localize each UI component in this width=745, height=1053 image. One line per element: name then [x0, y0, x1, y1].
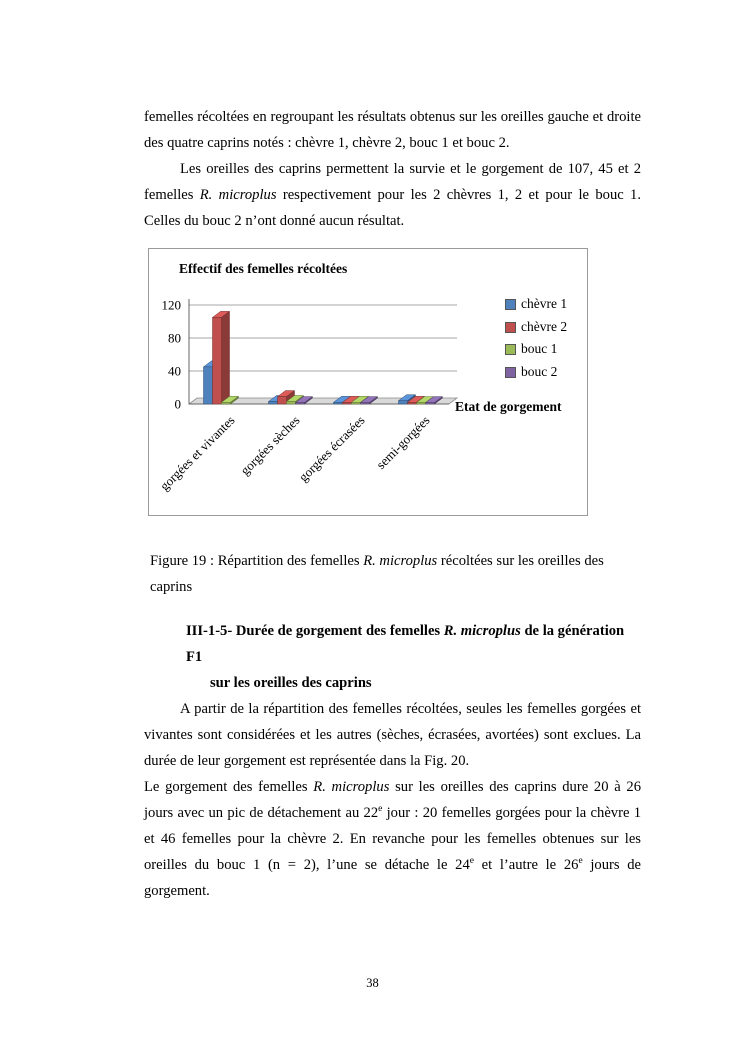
- legend-item: [505, 363, 567, 380]
- text-segment: R. microplus: [443, 623, 521, 639]
- legend-label: bouc 1: [521, 341, 558, 356]
- text-segment: sur les oreilles des caprins: [210, 675, 372, 691]
- text-segment: e: [469, 856, 474, 867]
- paragraph: [144, 156, 641, 234]
- text-segment: Le gorgement des femelles: [144, 779, 314, 795]
- paragraph: [144, 696, 641, 774]
- chart-x-axis-label: Etat de gorgement: [455, 399, 562, 414]
- legend-item: [505, 295, 567, 312]
- text-segment: e: [378, 804, 383, 815]
- legend-label: bouc 2: [521, 363, 558, 379]
- text-segment: R. microplus: [313, 779, 390, 795]
- bar: [399, 401, 408, 404]
- x-category-label: semi-gorgées: [373, 412, 433, 472]
- text-segment: III-1-5- Durée de gorgement des femelles: [186, 623, 444, 639]
- legend-swatch: [505, 322, 516, 333]
- bar: [213, 317, 222, 404]
- x-category-label: gorgées écrasées: [295, 412, 368, 485]
- x-category-label: gorgées et vivantes: [156, 412, 238, 494]
- text-segment: jours de gorgement.: [144, 857, 641, 899]
- bar: [343, 402, 352, 404]
- text-segment: sur les oreilles des caprins dure 20 à 26 jours avec un pic de détachement au 22: [144, 779, 641, 821]
- bar: [204, 367, 213, 404]
- text-segment: R. microplus: [199, 187, 277, 203]
- text-segment: femelles récoltées en regroupant les résultats obtenus sur les oreilles gauche et droite des quatre caprins notés : chèvre 1, chèvre 2, bouc 1 et bouc 2.: [144, 109, 641, 151]
- legend-item: [505, 318, 567, 335]
- text-segment: Les oreilles des caprins permettent la survie et le gorgement de 107, 45 et 2 femelles: [144, 161, 641, 203]
- paragraph: [144, 104, 641, 156]
- y-tick-label: 0: [174, 396, 181, 412]
- text-segment: A partir de la répartition des femelles récoltées, seules les femelles gorgées et vivantes sont considérées et les autres (sèches, écrasées, avortées) sont exclues. La durée de leur gorgement est représentée dans la Fig. 20.: [144, 701, 641, 769]
- text-segment: jour : 20 femelles gorgées pour la chèvre 1 et 46 femelles pour la chèvre 2. En revanche pour les femelles obtenues sur les oreilles du bouc 1 (n = 2), l’une se détache le 24: [144, 805, 641, 873]
- text-segment: respectivement pour les 2 chèvres 1, 2 et pour le bouc 1. Celles du bouc 2 n’ont donné aucun résultat.: [144, 187, 641, 229]
- heading-line: [144, 670, 641, 696]
- paragraph: [144, 774, 641, 904]
- y-tick-label: 120: [161, 297, 181, 313]
- legend-item: [505, 340, 567, 357]
- figure-caption: [150, 548, 641, 600]
- bar-side-face: [222, 311, 230, 404]
- bar: [361, 403, 370, 404]
- text-segment: et l’autre le 26: [473, 857, 579, 873]
- chart-title: Effectif des femelles récoltées: [179, 261, 348, 276]
- bar: [417, 403, 426, 404]
- x-category-label: gorgées sèches: [237, 412, 303, 478]
- heading-line: [144, 618, 641, 670]
- bar: [278, 397, 287, 404]
- text-segment: R. microplus: [363, 553, 438, 569]
- text-segment: récoltées sur les oreilles des caprins: [150, 553, 604, 595]
- legend-swatch: [505, 299, 516, 310]
- text-segment: de la génération F1: [186, 623, 625, 665]
- page-content: [144, 104, 641, 904]
- bar: [334, 402, 343, 404]
- bar: [269, 402, 278, 404]
- bar: [287, 402, 296, 404]
- text-segment: Figure 19 : Répartition des femelles: [150, 553, 364, 569]
- chart-legend: [505, 295, 567, 385]
- section-heading: [144, 618, 641, 696]
- page-number: 38: [366, 976, 379, 990]
- bar: [408, 402, 417, 404]
- legend-label: chèvre 2: [521, 318, 568, 334]
- legend-label: chèvre 1: [521, 296, 568, 311]
- y-tick-label: 80: [168, 330, 181, 346]
- y-tick-label: 40: [168, 363, 181, 379]
- text-segment: e: [578, 856, 583, 867]
- bar: [352, 402, 361, 404]
- bar: [296, 403, 305, 404]
- legend-swatch: [505, 344, 516, 355]
- legend-swatch: [505, 367, 516, 378]
- figure-chart-box: [148, 248, 588, 516]
- bar: [222, 402, 231, 404]
- bar: [426, 403, 435, 404]
